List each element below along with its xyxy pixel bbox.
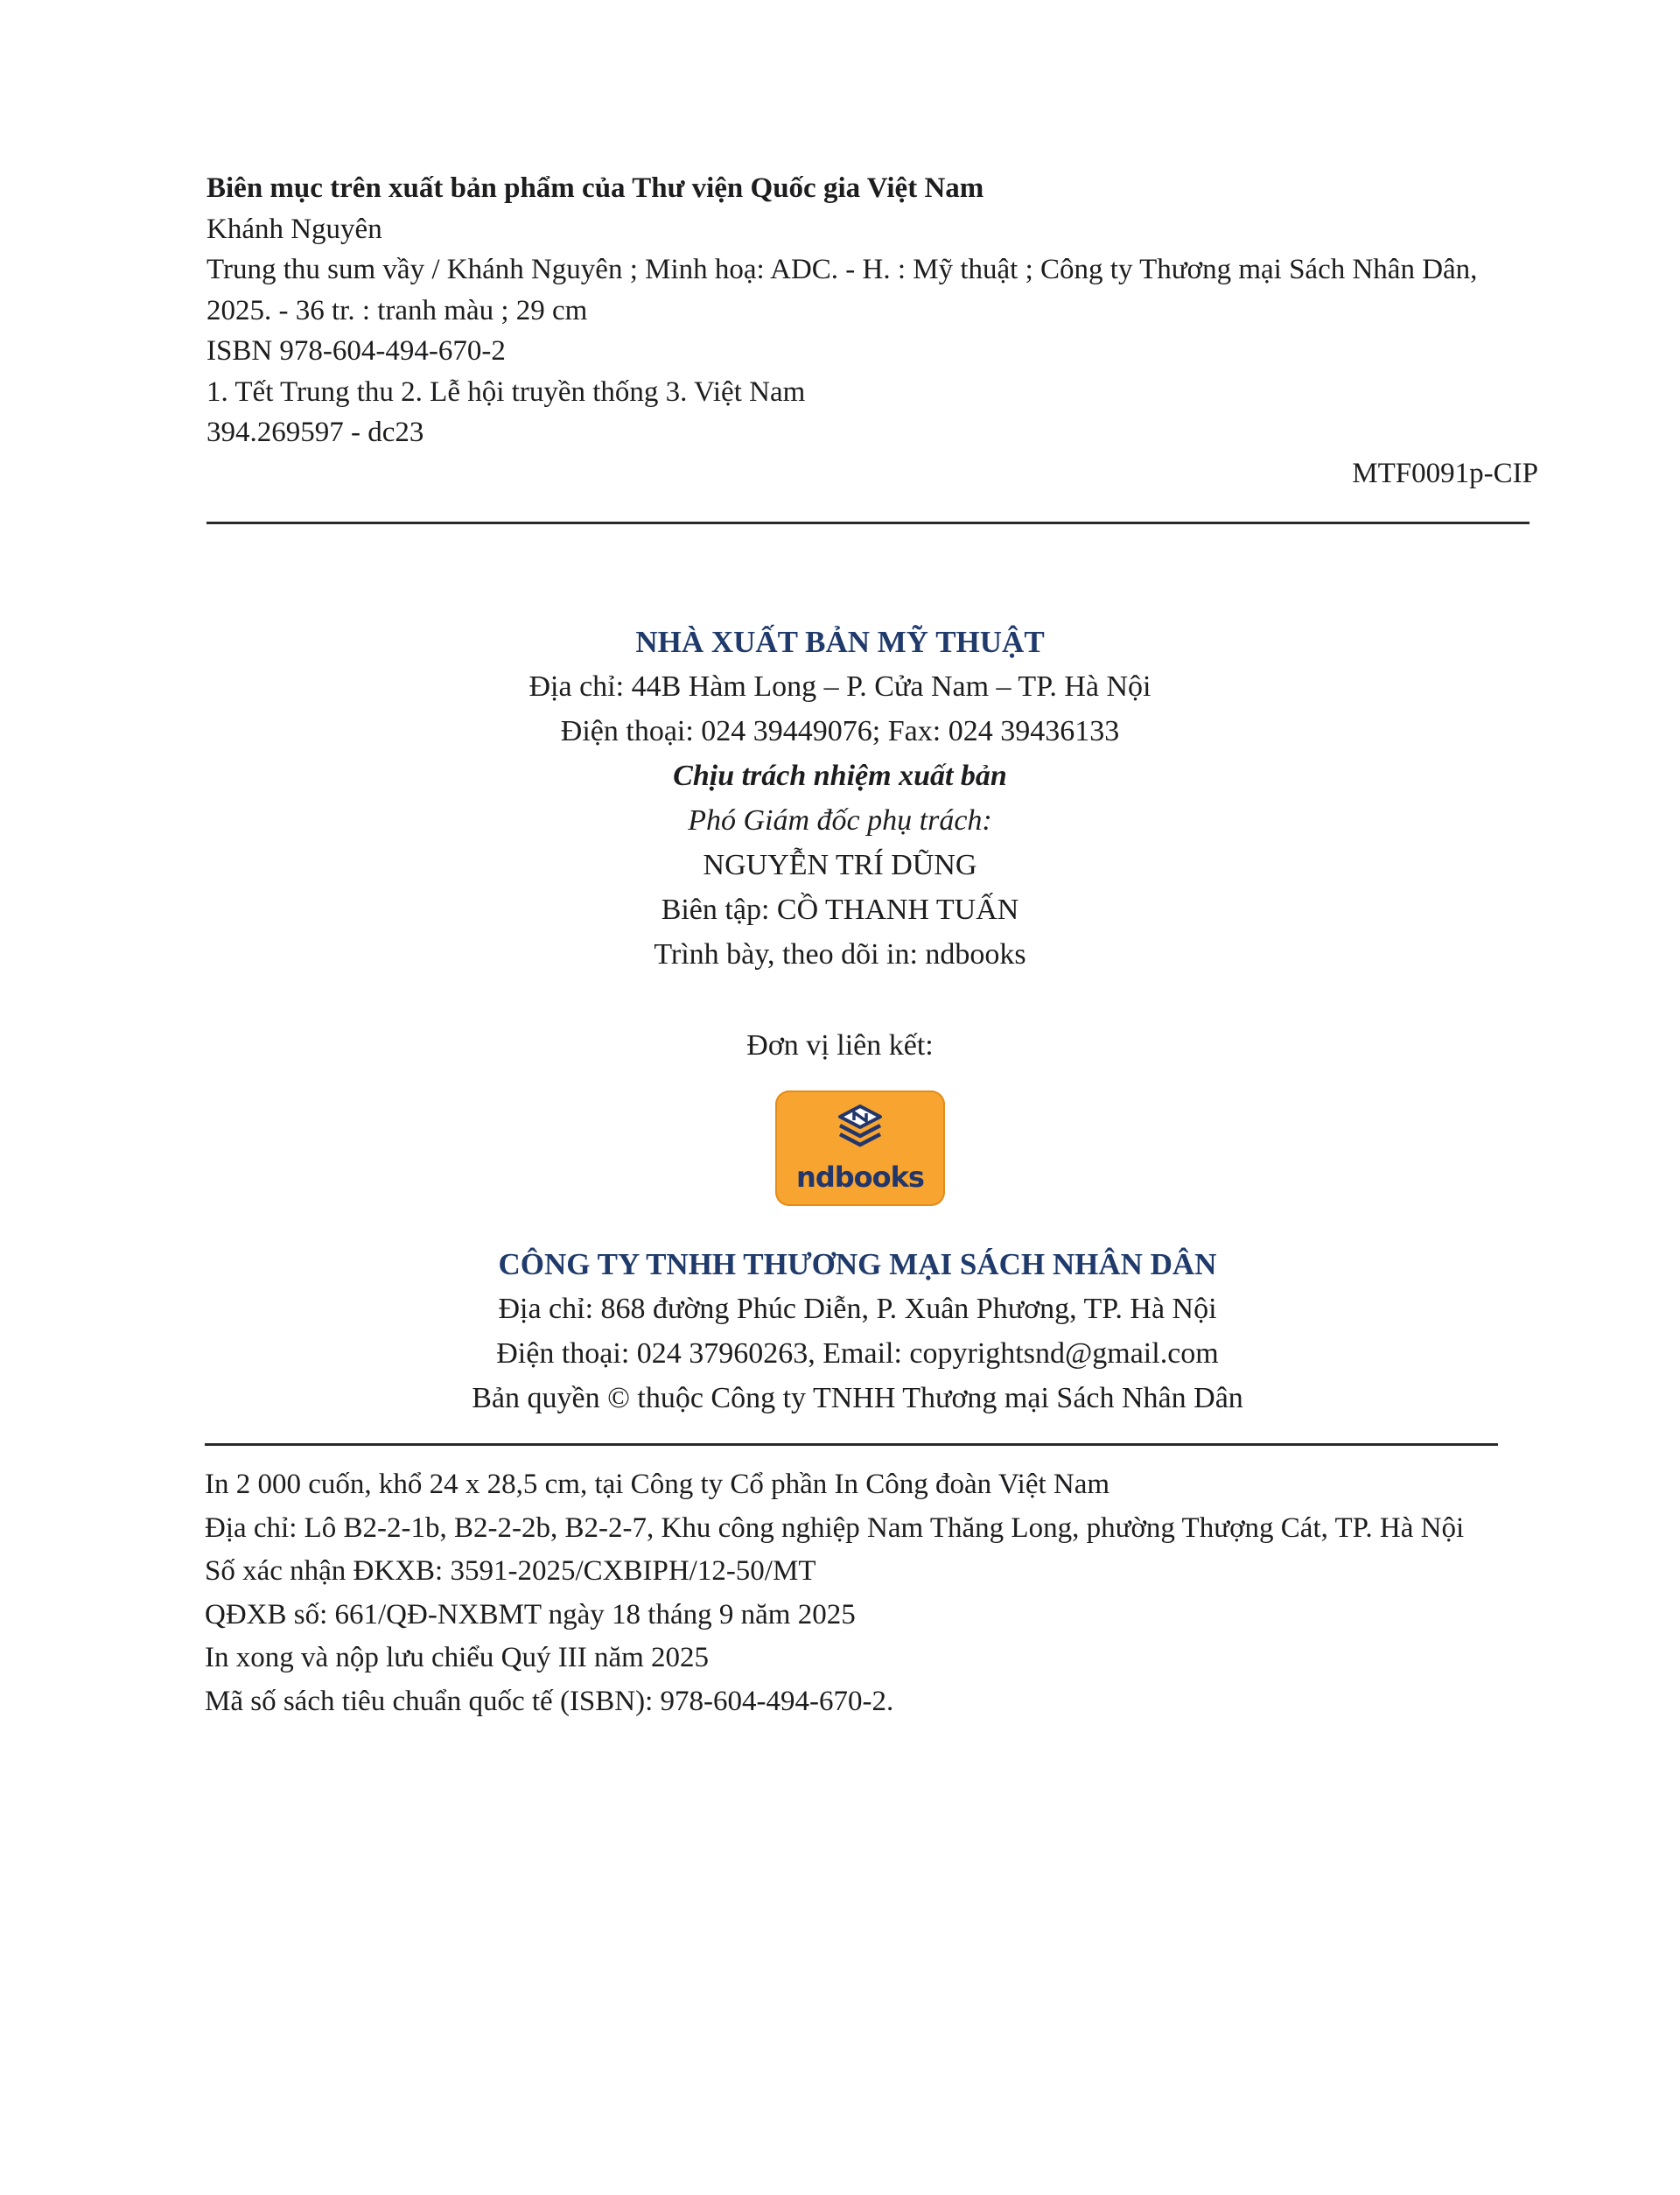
cip-heading: Biên mục trên xuất bản phẩm của Thư viện Quốc gia Việt Nam [206, 172, 984, 204]
cip-description-line-1: Trung thu sum vầy / Khánh Nguyên ; Minh hoạ: ADC. - H. : Mỹ thuật ; Công ty Thương mại Sách Nhân Dân, [206, 254, 1478, 285]
publisher-deputy-name: NGUYỄN TRÍ DŨNG [703, 849, 977, 881]
publisher-name: NHÀ XUẤT BẢN MỸ THUẬT [635, 625, 1045, 659]
company-address: Địa chỉ: 868 đường Phúc Diễn, P. Xuân Phương, TP. Hà Nội [498, 1293, 1217, 1325]
divider-top [206, 522, 1530, 524]
publisher-editor: Biên tập: CỒ THANH TUẤN [661, 894, 1019, 926]
printing-line-2: Địa chỉ: Lô B2-2-1b, B2-2-2b, B2-2-7, Khu công nghiệp Nam Thăng Long, phường Thượng Cát, TP. Hà Nội [205, 1511, 1465, 1544]
cip-subjects: 1. Tết Trung thu 2. Lễ hội truyền thống 3. Việt Nam [206, 375, 806, 408]
printing-line-6: Mã số sách tiêu chuẩn quốc tế (ISBN): 978-604-494-670-2. [205, 1685, 894, 1717]
ndbooks-logo-icon [835, 1103, 886, 1155]
company-name: CÔNG TY TNHH THƯƠNG MẠI SÁCH NHÂN DÂN [498, 1247, 1217, 1281]
publisher-address: Địa chỉ: 44B Hàm Long – P. Cửa Nam – TP. Hà Nội [528, 670, 1152, 703]
company-block [0, 1242, 1680, 1420]
publisher-responsible: Chịu trách nhiệm xuất bản [673, 760, 1007, 792]
cip-description-line-2: 2025. - 36 tr. : tranh màu ; 29 cm [206, 294, 588, 326]
cip-classification: 394.269597 - dc23 [206, 417, 424, 448]
cip-author: Khánh Nguyên [206, 213, 382, 245]
printing-block [205, 1463, 1570, 1723]
cip-isbn: ISBN 978-604-494-670-2 [206, 335, 506, 367]
printing-line-5: In xong và nộp lưu chiểu Quý III năm 2025 [205, 1642, 710, 1673]
partner-block [0, 1024, 1680, 1068]
publisher-phone: Điện thoại: 024 39449076; Fax: 024 39436133 [560, 715, 1120, 747]
company-copyright: Bản quyền © thuộc Công ty TNHH Thương mại Sách Nhân Dân [472, 1382, 1243, 1414]
printing-line-3: Số xác nhận ĐKXB: 3591-2025/CXBIPH/12-50/MT [205, 1555, 816, 1587]
publisher-design: Trình bày, theo dõi in: ndbooks [654, 938, 1026, 971]
ndbooks-logo-text: ndbooks [796, 1161, 924, 1194]
printing-line-4: QĐXB số: 661/QĐ-NXBMT ngày 18 tháng 9 năm 2025 [205, 1598, 856, 1630]
partner-label: Đơn vị liên kết: [746, 1029, 934, 1062]
publisher-deputy-title: Phó Giám đốc phụ trách: [688, 804, 992, 837]
cip-block [206, 168, 1545, 494]
company-contact: Điện thoại: 024 37960263, Email: copyrightsnd@gmail.com [496, 1337, 1219, 1370]
printing-line-1: In 2 000 cuốn, khổ 24 x 28,5 cm, tại Công ty Cổ phần In Công đoàn Việt Nam [205, 1469, 1110, 1500]
publisher-block [0, 620, 1680, 977]
cip-code: MTF0091p-CIP [1352, 457, 1538, 489]
ndbooks-logo [775, 1090, 945, 1206]
divider-bottom [205, 1443, 1498, 1446]
